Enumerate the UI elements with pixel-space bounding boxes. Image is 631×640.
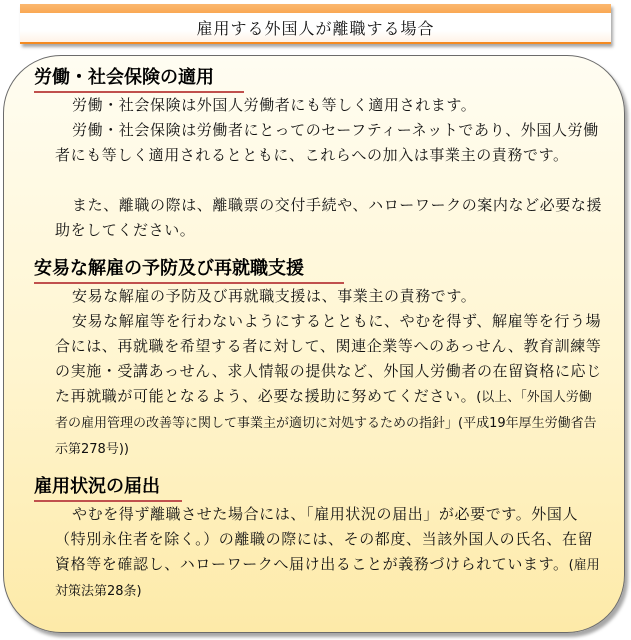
section-dismissal-note: (以上、「外国人労働者の雇用管理の改善等に関して事業主が適切に対処するための指針」(平成19年厚生労働省告示第278号)): [55, 390, 597, 457]
section-heading-insurance: 労働・社会保険の適用: [34, 67, 244, 93]
page-title: 雇用する外国人が離職する場合: [20, 13, 611, 42]
section-heading-report: 雇用状況の届出: [34, 476, 182, 502]
section-insurance-paragraph-2: 労働・社会保険は労働者にとってのセーフティーネットであり、外国人労働者にも等しく適用されるとともに、これらへの加入は事業主の責務です。: [55, 121, 599, 164]
section-report-paragraph-1: やむを得ず離職させた場合には、「雇用状況の届出」が必要です。外国人（特別永住者を除く。）の離職の際には、その都度、当該外国人の氏名、在留資格等を確認し、ハローワークへ届け出ることが義務づけられています。(雇用対策法第28条): [55, 505, 600, 599]
section-insurance-paragraph-1: 労働・社会保険は外国人労働者にも等しく適用されます。: [72, 96, 477, 114]
section-report-note: (雇用対策法第28条): [55, 558, 600, 599]
section-dismissal-paragraph-2: 安易な解雇等を行わないようにするとともに、やむを得ず、解雇等を行う場合には、再就職を希望する者に対して、関連企業等へのあっせん、教育訓練等の実施・受講あっせん、求人情報の提供など、外国人労働者の在留資格に応じた再就職が可能となるよう、必要な援助に努めてください。(以上、「外国人労働者の雇用管理の改善等に関して事業主が適切に対処するための指針」(平成19年厚生労働省告示第278号)): [55, 312, 602, 457]
title-bar: [20, 4, 611, 44]
section-dismissal-paragraph-1: 安易な解雇の予防及び再就職支援は、事業主の責務です。: [72, 287, 477, 305]
section-heading-dismissal: 安易な解雇の予防及び再就職支援: [34, 258, 344, 284]
section-insurance-paragraph-3: また、離職の際は、離職票の交付手続や、ハローワークの案内など必要な援助をしてください。: [55, 196, 603, 239]
